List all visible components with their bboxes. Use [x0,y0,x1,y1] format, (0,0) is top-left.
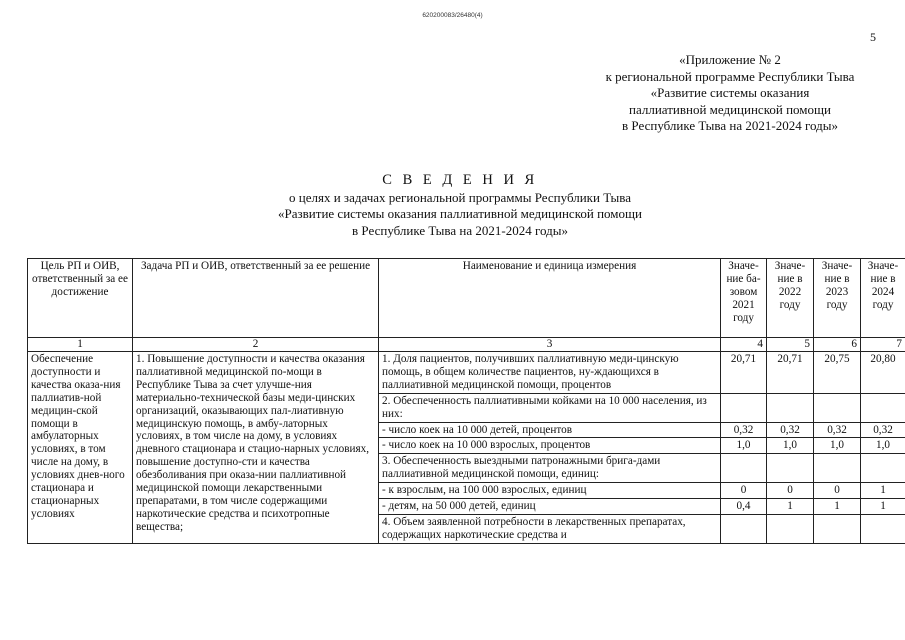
heading-line: в Республике Тыва на 2021-2024 годы» [352,222,568,238]
appendix-block [555,52,905,135]
column-number: 7 [861,338,905,352]
column-number: 6 [814,338,861,352]
indicator-value: 1,0 [767,438,814,454]
header-2024: Значе-ние в 2024 году [861,259,905,338]
indicator-value: 0 [767,483,814,499]
heading-title: С В Е Д Е Н И Я [382,172,538,188]
indicator-value: 1 [861,483,905,499]
appendix-line: паллиативной медицинской помощи [629,101,831,117]
document-heading [0,172,905,239]
column-number: 2 [133,338,379,352]
indicator-value: 0,32 [814,422,861,438]
column-number: 1 [28,338,133,352]
indicator-value: 1 [814,499,861,515]
column-number: 4 [721,338,767,352]
column-number-row [28,338,905,352]
heading-line: о целях и задачах региональной программы Республики Тыва [289,189,631,205]
header-2023: Значе-ние в 2023 году [814,259,861,338]
indicator-value [767,393,814,422]
goal-cell: Обеспечение доступности и качества оказа-ния паллиатив-ной медицин-ской помощи в амбулаторных условиях, в том числе на дому, в условиях днев-ного стационара и стационарных условиях [28,352,133,544]
indicator-value: 1 [767,499,814,515]
indicator-name: - число коек на 10 000 детей, процентов [379,422,721,438]
indicator-value [814,514,861,543]
indicator-value: 20,71 [721,352,767,394]
header-base-2021: Значе-ние ба-зовом 2021 году [721,259,767,338]
indicator-name: - к взрослым, на 100 000 взрослых, единиц [379,483,721,499]
appendix-line: в Республике Тыва на 2021-2024 годы» [622,118,838,133]
page-number: 5 [870,30,876,44]
indicator-value: 1,0 [814,438,861,454]
indicator-value: 0 [721,483,767,499]
header-indicator: Наименование и единица измерения [379,259,721,338]
indicator-value [721,514,767,543]
indicator-value: 0,4 [721,499,767,515]
indicator-value [814,454,861,483]
indicator-value [721,393,767,422]
indicator-value: 1,0 [721,438,767,454]
document-id: 620200083/26480(4) [422,12,483,19]
indicator-value: 0,32 [861,422,905,438]
goals-table [27,258,905,544]
indicator-value [767,454,814,483]
indicator-value: 20,80 [861,352,905,394]
indicator-value [861,514,905,543]
column-number: 5 [767,338,814,352]
indicator-name: 4. Объем заявленной потребности в лекарственных препаратах, содержащих наркотические средства и [379,514,721,543]
column-number: 3 [379,338,721,352]
indicator-name: 1. Доля пациентов, получивших паллиативную меди-цинскую помощь, в общем количестве пациентов, ну-ждающихся в паллиативной медицинской помощи, процентов [379,352,721,394]
indicator-name: 2. Обеспеченность паллиативными койками на 10 000 населения, из них: [379,393,721,422]
indicator-value: 0,32 [767,422,814,438]
indicator-name: 3. Обеспеченность выездными патронажными брига-дами паллиативной медицинской помощи, единиц: [379,454,721,483]
header-goal: Цель РП и ОИВ, ответственный за ее достижение [28,259,133,338]
indicator-value: 1,0 [861,438,905,454]
indicator-value [861,454,905,483]
header-task: Задача РП и ОИВ, ответственный за ее решение [133,259,379,338]
indicator-value: 0 [814,483,861,499]
table-header-row [28,259,905,338]
indicator-value: 20,71 [767,352,814,394]
appendix-line: «Приложение № 2 [679,52,781,67]
indicator-value: 20,75 [814,352,861,394]
appendix-line: к региональной программе Республики Тыва [605,68,855,84]
indicator-name: - число коек на 10 000 взрослых, процентов [379,438,721,454]
header-2022: Значе-ние в 2022 году [767,259,814,338]
appendix-line: «Развитие системы оказания [650,85,810,100]
task-cell: 1. Повышение доступности и качества оказания паллиативной медицинской по-мощи в Республике Тыва за счет улучше-ния материально-технической базы меди-цинских организаций, оказывающих пал-лиативную медицинскую помощь, в амбу-латорных условиях, в том числе на дому, в условиях дневного стационара и стацио-нарных условиях, повышение доступно-сти и качества обезболивания при оказа-нии паллиативной медицинской помощи лекарственными препаратами, в том числе содержащими наркотические средства и психотропные вещества; [133,352,379,544]
indicator-value [861,393,905,422]
indicator-value [767,514,814,543]
table-row [28,352,905,394]
indicator-value: 0,32 [721,422,767,438]
indicator-value: 1 [861,499,905,515]
heading-line: «Развитие системы оказания паллиативной медицинской помощи [278,206,642,221]
indicator-name: - детям, на 50 000 детей, единиц [379,499,721,515]
indicator-value [814,393,861,422]
indicator-value [721,454,767,483]
